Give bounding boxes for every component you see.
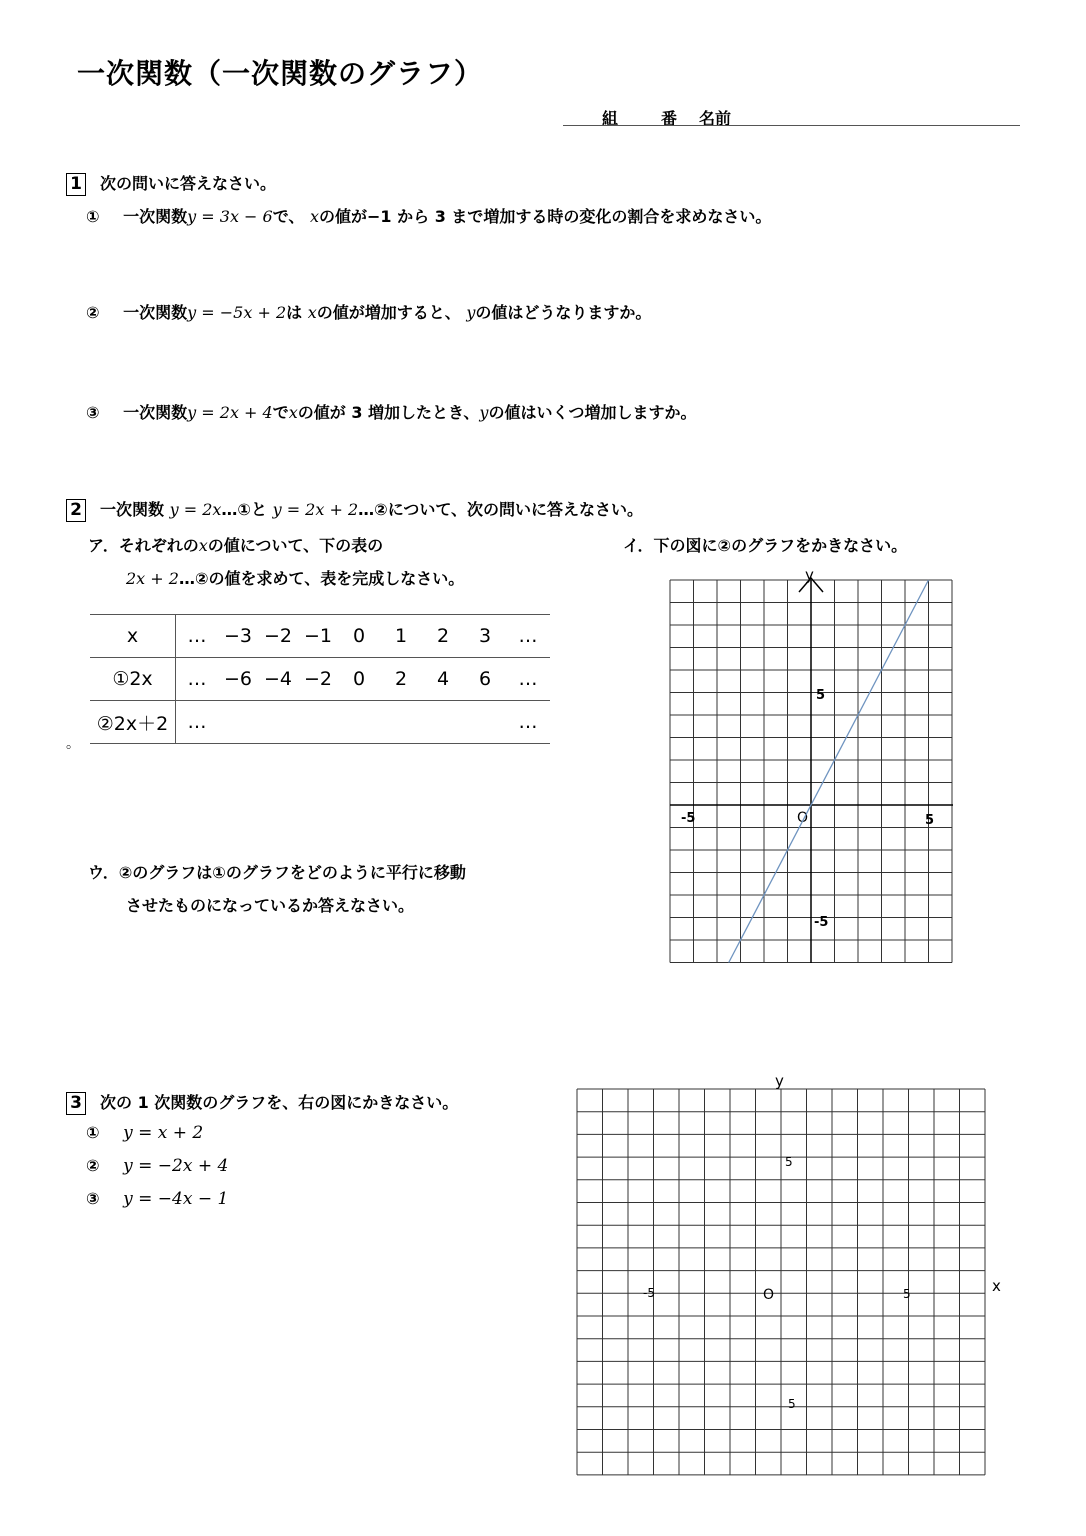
item-text: は <box>286 303 303 322</box>
item-text: の値が増加すると、 <box>316 303 461 322</box>
q3-item-2 <box>86 1156 228 1176</box>
table-cell: −6 <box>218 658 258 701</box>
q3-text: 次の 1 次関数のグラフを、右の図にかきなさい。 <box>100 1093 459 1112</box>
graph-2-x-label: x <box>992 1277 1001 1295</box>
q3-number-box: 3 <box>66 1092 86 1115</box>
page-title: 一次関数（一次関数のグラフ） <box>77 57 484 90</box>
q2c-line-1: ウ．②のグラフは①のグラフをどのように平行に移動 <box>88 863 466 882</box>
graph-2-tick-x-pos: 5 <box>903 1287 911 1301</box>
graph-2-grid <box>577 1089 985 1475</box>
variable: x <box>288 403 298 422</box>
q2b-text: イ．下の図に②のグラフをかきなさい。 <box>623 536 908 555</box>
graph-2-tick-y-pos: 5 <box>785 1155 793 1169</box>
equation: y = −2x + 4 <box>123 1156 229 1176</box>
stray-mark: 。 <box>66 736 80 752</box>
graph-1-line-y-2x <box>729 580 929 963</box>
item-text: 一次関数 <box>123 303 188 322</box>
answer-cell[interactable] <box>218 701 258 744</box>
table-cell: −2 <box>298 658 338 701</box>
table-cell: … <box>176 658 219 701</box>
table-cell: −1 <box>298 615 338 658</box>
q2a-text: …②の値を求めて、表を完成しなさい。 <box>178 569 465 588</box>
q2a-text: ア．それぞれの <box>88 536 199 555</box>
q2a-line-1 <box>88 533 383 556</box>
graph-1-tick-y-pos: 5 <box>816 688 826 703</box>
value-table-grid <box>90 614 550 744</box>
table-cell: 0 <box>338 658 380 701</box>
table-cell: … <box>176 615 219 658</box>
q3-item-3 <box>86 1189 228 1209</box>
equation: y = 3x − 6 <box>187 207 273 226</box>
item-mark: ① <box>86 1123 100 1142</box>
answer-cell[interactable] <box>258 701 298 744</box>
q2a-text: の値について、下の表の <box>207 536 384 555</box>
q2-text: 一次関数 <box>100 500 165 519</box>
item-mark: ① <box>86 207 100 226</box>
answer-cell[interactable] <box>380 701 422 744</box>
q2-heading <box>66 497 643 522</box>
variable: x <box>307 303 317 322</box>
equation: y = 2x <box>169 500 222 519</box>
answer-cell[interactable] <box>464 701 506 744</box>
table-cell: … <box>506 658 550 701</box>
answer-cell[interactable] <box>298 701 338 744</box>
item-text: で、 <box>272 207 305 226</box>
equation: y = −4x − 1 <box>123 1189 229 1209</box>
table-cell: 1 <box>380 615 422 658</box>
table-row <box>90 615 550 658</box>
name-underline <box>563 125 1020 126</box>
table-cell: 6 <box>464 658 506 701</box>
table-cell: −3 <box>218 615 258 658</box>
item-text: 一次関数 <box>123 207 188 226</box>
q3-heading <box>66 1090 458 1115</box>
item-text: 一次関数 <box>123 403 188 422</box>
table-cell: −2 <box>258 615 298 658</box>
q1-number-box: 1 <box>66 173 86 196</box>
equation: y = −5x + 2 <box>187 303 287 322</box>
graph-2[interactable] <box>570 1068 1010 1486</box>
graph-2-tick-x-neg: -5 <box>643 1286 655 1300</box>
variable: y <box>466 303 476 322</box>
table-cell: … <box>506 701 550 744</box>
table-cell: … <box>176 701 219 744</box>
value-table <box>90 614 550 744</box>
variable: y <box>479 403 489 422</box>
graph-2-tick-y-neg: 5 <box>788 1397 796 1411</box>
q1-text: 次の問いに答えなさい。 <box>100 174 277 193</box>
item-text: の値はいくつ増加しますか。 <box>488 403 697 422</box>
graph-1-tick-x-pos: 5 <box>925 813 935 828</box>
table-row <box>90 701 550 744</box>
graph-1-tick-x-neg: -5 <box>681 811 696 826</box>
q1-item-1 <box>86 204 771 227</box>
item-text: の値はどうなりますか。 <box>475 303 652 322</box>
graph-2-y-label: y <box>775 1072 784 1090</box>
equation: y = x + 2 <box>123 1123 204 1143</box>
item-text: の値が−1 から 3 まで増加する時の変化の割合を求めなさい。 <box>319 207 772 226</box>
q1-item-2 <box>86 300 651 323</box>
table-cell: 0 <box>338 615 380 658</box>
item-text: の値が 3 増加したとき、 <box>297 403 480 422</box>
item-mark: ② <box>86 303 100 322</box>
equation: 2x + 2 <box>126 569 179 588</box>
table-cell: 2 <box>422 615 464 658</box>
variable: x <box>309 207 320 226</box>
q2a-line-2 <box>126 566 464 589</box>
item-mark: ② <box>86 1156 100 1175</box>
table-cell: 2 <box>380 658 422 701</box>
name-label: 名前 <box>699 109 732 128</box>
table-cell: 3 <box>464 615 506 658</box>
q2-text: …②について、次の問いに答えなさい。 <box>358 500 644 519</box>
class-label: 組 <box>602 109 619 128</box>
q2-text: …①と <box>221 500 267 519</box>
q1-item-3 <box>86 400 696 423</box>
table-row <box>90 658 550 701</box>
graph-1-y-label: y <box>805 566 814 584</box>
equation: y = 2x + 2 <box>272 500 359 519</box>
number-label: 番 <box>661 109 678 128</box>
table-cell: −4 <box>258 658 298 701</box>
table-cell: … <box>506 615 550 658</box>
q2c-line-2: させたものになっているか答えなさい。 <box>126 896 415 915</box>
graph-1-tick-y-neg: -5 <box>814 915 829 930</box>
variable: x <box>198 536 208 555</box>
item-mark: ③ <box>86 403 100 422</box>
answer-cell[interactable] <box>338 701 380 744</box>
graph-1[interactable] <box>660 560 970 975</box>
answer-cell[interactable] <box>422 701 464 744</box>
item-mark: ③ <box>86 1189 100 1208</box>
row-head-y2: ②2x＋2 <box>90 701 176 744</box>
q3-item-1 <box>86 1123 203 1143</box>
q1-heading <box>66 171 276 196</box>
graph-1-origin-label: O <box>797 810 809 826</box>
graph-2-origin-label: O <box>763 1287 775 1303</box>
equation: y = 2x + 4 <box>187 403 273 422</box>
q2-number-box: 2 <box>66 499 86 522</box>
row-head-x: x <box>90 615 176 658</box>
table-cell: 4 <box>422 658 464 701</box>
item-text: で <box>272 403 289 422</box>
row-head-y1: ①2x <box>90 658 176 701</box>
